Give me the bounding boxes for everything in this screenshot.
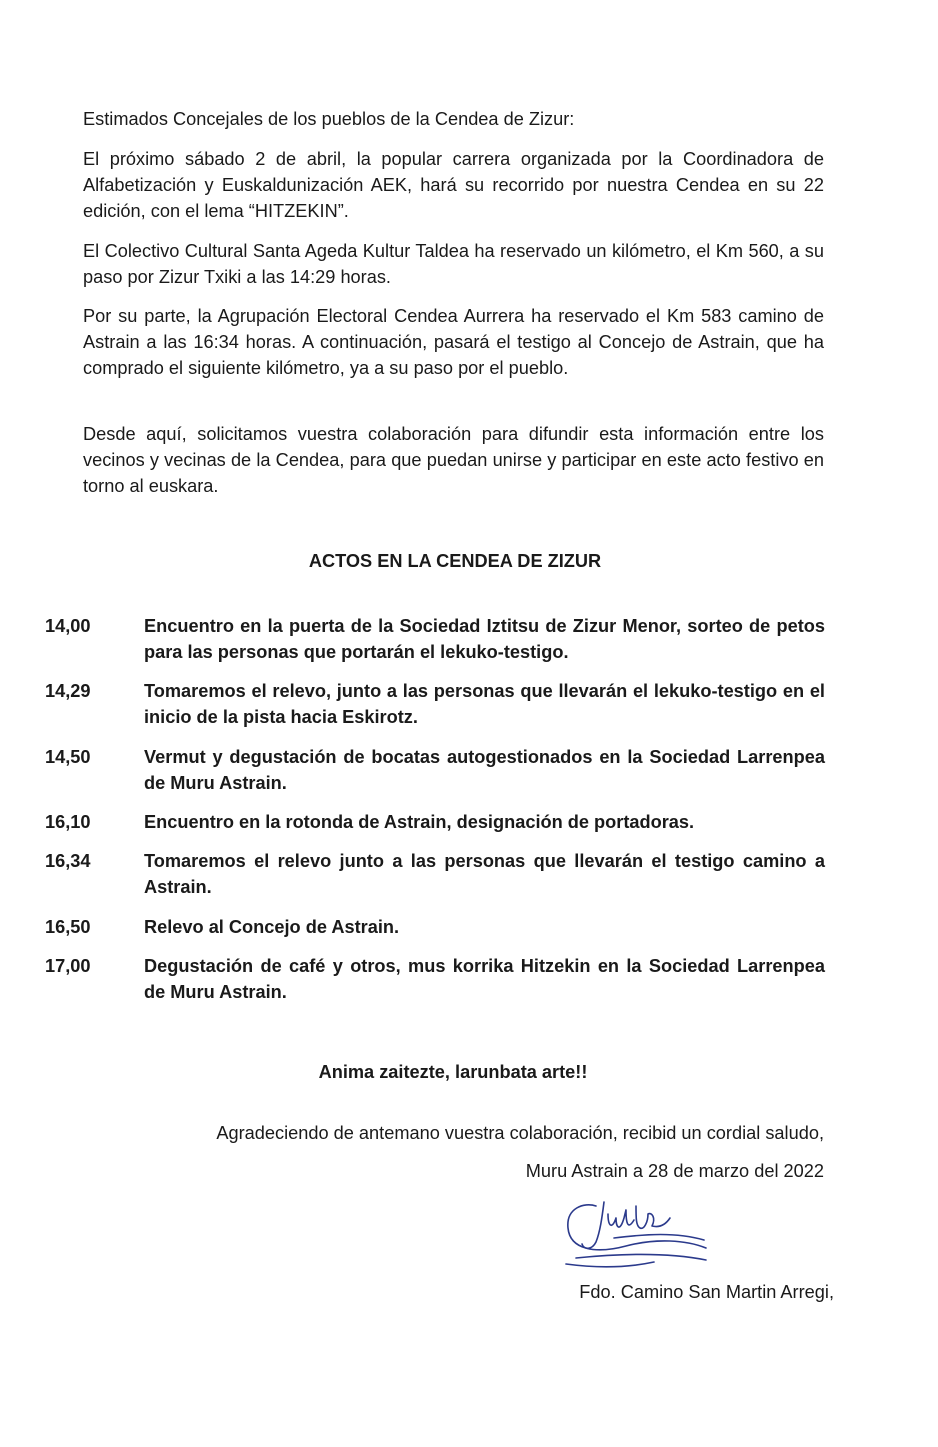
paragraph-race-announcement: El próximo sábado 2 de abril, la popular carrera organizada por la Coordinadora de Alfabetización y Euskaldunización AEK, hará su recorrido por nuestra Cendea en su 22 edición, con el lema “HITZEKIN”. [83, 149, 824, 221]
schedule-title: ACTOS EN LA CENDEA DE ZIZUR [308, 551, 602, 571]
schedule-item [45, 744, 825, 809]
event-time: 14,00 [45, 616, 91, 636]
paragraph-cendea-aurrera: Por su parte, la Agrupación Electoral Cendea Aurrera ha reservado el Km 583 camino de Astrain a las 16:34 horas. A continuación, pasará el testigo al Concejo de Astrain, que ha comprado el siguiente kilómetro, ya a su paso por el pueblo. [83, 306, 824, 378]
closing-thanks: Agradeciendo de antemano vuestra colaboración, recibid un cordial saludo, [216, 1123, 824, 1143]
event-description: Encuentro en la puerta de la Sociedad Iztitsu de Zizur Menor, sorteo de petos para las personas que portarán el lekuko-testigo. [144, 616, 825, 662]
event-time: 16,50 [45, 917, 91, 937]
schedule-item [45, 953, 825, 1005]
closing-motto: Anima zaitezte, larunbata arte!! [318, 1062, 588, 1082]
event-description: Tomaremos el relevo junto a las personas que llevarán el testigo camino a Astrain. [144, 851, 825, 897]
paragraph-collaboration: Desde aquí, solicitamos vuestra colaboración para difundir esta información entre los vecinos y vecinas de la Cendea, para que puedan unirse y participar en este acto festivo en torno al euskara. [83, 424, 824, 496]
event-time: 14,50 [45, 747, 91, 767]
event-time: 14,29 [45, 681, 91, 701]
paragraph-kultur-taldea: El Colectivo Cultural Santa Ageda Kultur Taldea ha reservado un kilómetro, el Km 560, a su paso por Zizur Txiki a las 14:29 horas. [83, 241, 824, 287]
schedule-item [45, 848, 825, 914]
schedule-list [45, 613, 825, 1005]
schedule-item [45, 809, 825, 848]
signature-image [556, 1188, 716, 1278]
event-description: Degustación de café y otros, mus korrika Hitzekin en la Sociedad Larrenpea de Muru Astrain. [144, 956, 825, 1002]
event-description: Relevo al Concejo de Astrain. [144, 917, 400, 937]
signed-by: Fdo. Camino San Martin Arregi, [579, 1282, 834, 1302]
schedule-item [45, 678, 825, 744]
schedule-item [45, 613, 825, 678]
greeting: Estimados Concejales de los pueblos de la Cendea de Zizur: [83, 109, 575, 129]
event-description: Vermut y degustación de bocatas autogestionados en la Sociedad Larrenpea de Muru Astrain. [144, 747, 825, 793]
event-time: 16,34 [45, 851, 91, 871]
event-time: 17,00 [45, 956, 91, 976]
event-description: Encuentro en la rotonda de Astrain, designación de portadoras. [144, 812, 695, 832]
event-time: 16,10 [45, 812, 91, 832]
event-description: Tomaremos el relevo, junto a las personas que llevarán el lekuko-testigo en el inicio de la pista hacia Eskirotz. [144, 681, 825, 727]
schedule-item [45, 914, 825, 953]
place-and-date: Muru Astrain a 28 de marzo del 2022 [525, 1161, 824, 1181]
